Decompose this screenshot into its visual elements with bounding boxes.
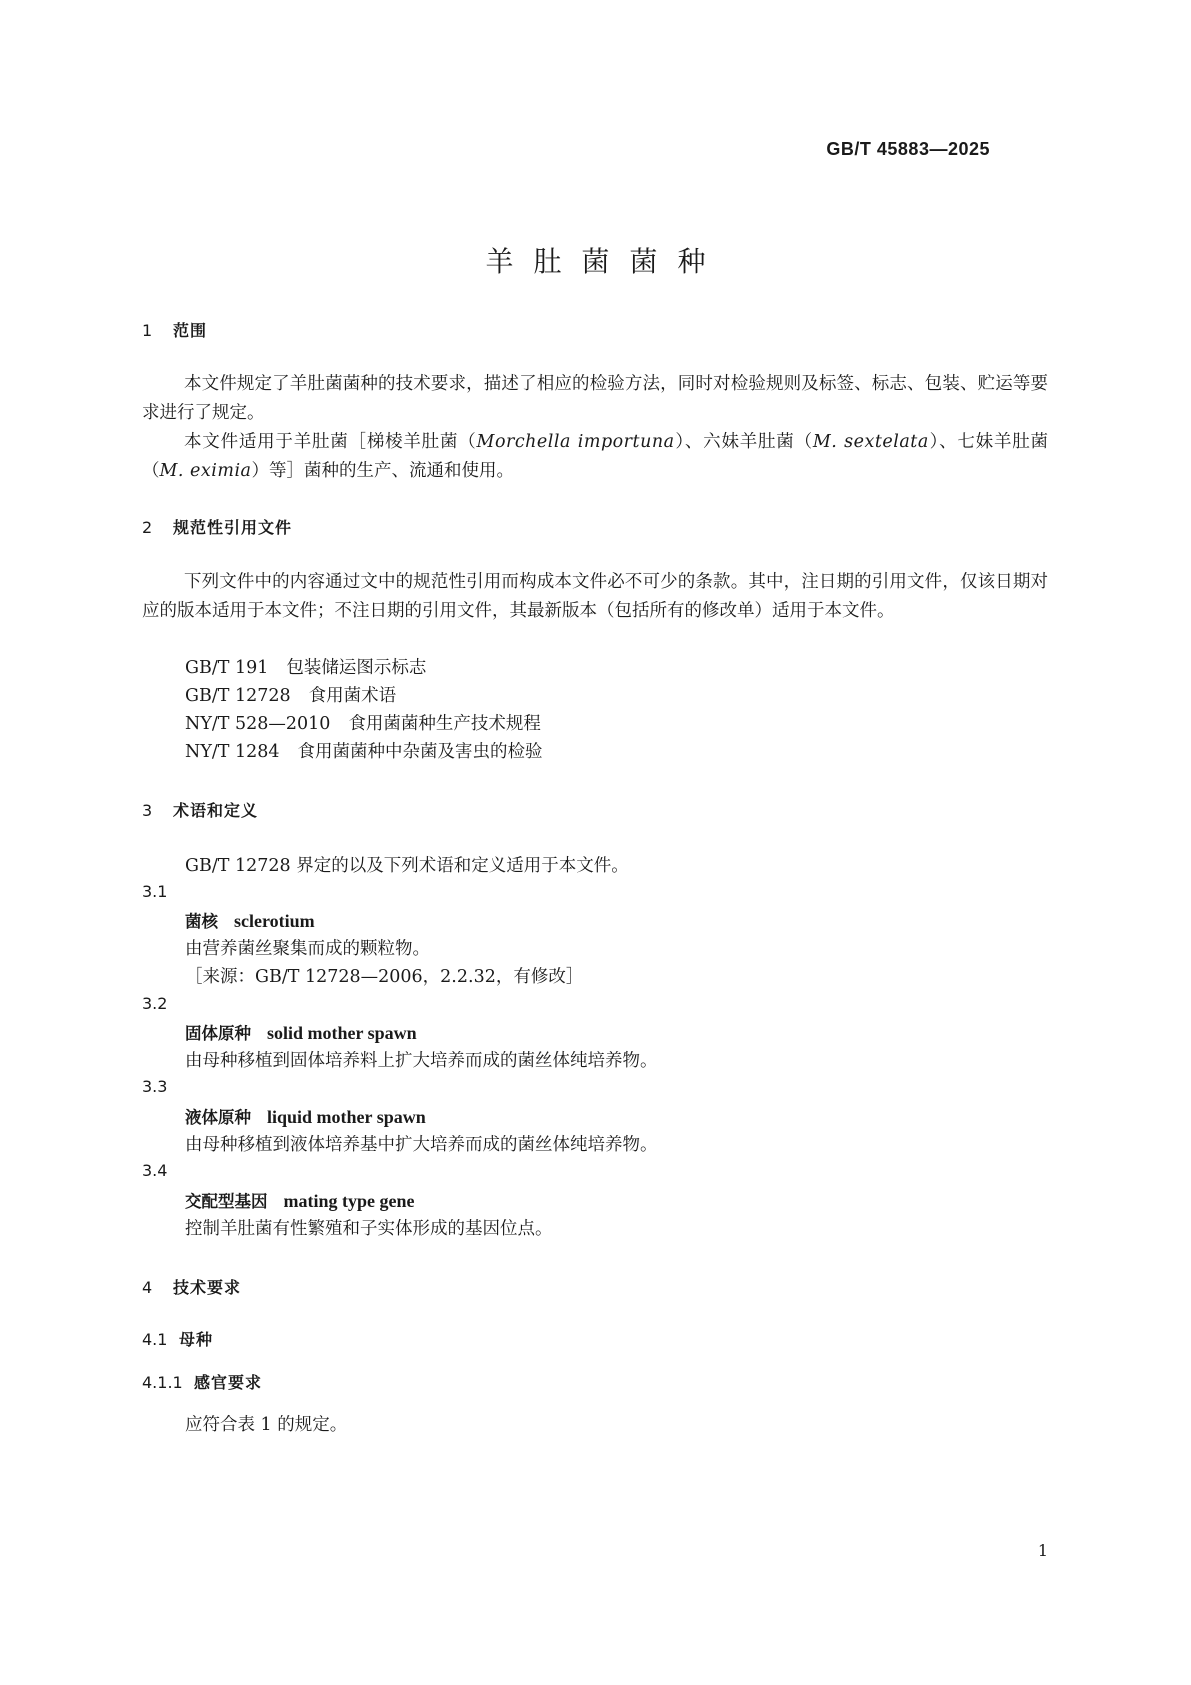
text-span: ）、七妹羊肚菌（: [142, 432, 1049, 481]
term-definition: 由营养菌丝聚集而成的颗粒物。: [185, 939, 430, 959]
reference-item: [185, 738, 543, 763]
section-1-heading: [142, 318, 207, 341]
term-heading: [185, 1020, 417, 1044]
term-heading: [185, 1104, 426, 1128]
reference-code: GB/T 191: [185, 658, 269, 678]
section-4-heading: [142, 1275, 241, 1298]
section-title: 母种: [179, 1330, 214, 1349]
section-title: 术语和定义: [173, 801, 259, 820]
section-number: 3: [142, 801, 153, 820]
reference-title: 包装储运图示标志: [286, 658, 427, 678]
term-zh: 交配型基因: [185, 1192, 268, 1211]
term-definition: 由母种移植到固体培养料上扩大培养而成的菌丝体纯培养物。: [185, 1051, 658, 1071]
term-number: 3.1: [142, 882, 168, 901]
term-en: mating type gene: [283, 1191, 415, 1211]
term-heading: [185, 908, 315, 932]
text-span: ）、六妹羊肚菌（: [674, 432, 813, 452]
reference-item: [185, 710, 541, 735]
section-title: 范围: [173, 321, 208, 340]
reference-code: GB/T 12728: [185, 686, 291, 706]
term-en: solid mother spawn: [267, 1023, 417, 1043]
text-span: 本文件适用于羊肚菌［梯棱羊肚菌（: [184, 432, 477, 452]
reference-item: [185, 654, 426, 679]
term-definition: 控制羊肚菌有性繁殖和子实体形成的基因位点。: [185, 1219, 553, 1239]
sensory-requirement-text: 应符合表 1 的规定。: [185, 1415, 348, 1435]
normative-references-paragraph: 下列文件中的内容通过文中的规范性引用而构成本文件必不可少的条款。其中，注日期的引用文件，仅该日期对应的版本适用于本文件；不注日期的引用文件，其最新版本（包括所有的修改单）适用于本文件。: [142, 572, 1048, 621]
page-number: 1: [1037, 1541, 1048, 1560]
scope-paragraph-1: 本文件规定了羊肚菌菌种的技术要求，描述了相应的检验方法，同时对检验规则及标签、标志、包装、贮运等要求进行了规定。: [142, 374, 1048, 423]
species-name: M. sextelata: [812, 432, 929, 452]
term-number: 3.3: [142, 1077, 168, 1096]
term-source: ［来源：GB/T 12728—2006，2.2.32，有修改］: [185, 967, 584, 987]
section-number: 4.1: [142, 1330, 168, 1349]
reference-code: NY/T 528—2010: [185, 714, 331, 734]
section-number: 4: [142, 1278, 153, 1297]
section-title: 规范性引用文件: [173, 518, 293, 537]
terms-intro: GB/T 12728 界定的以及下列术语和定义适用于本文件。: [185, 856, 629, 876]
section-4-1-heading: [142, 1327, 213, 1350]
term-en: liquid mother spawn: [267, 1107, 426, 1127]
section-2-heading: [142, 515, 292, 538]
section-title: 技术要求: [173, 1278, 242, 1297]
term-zh: 固体原种: [185, 1024, 251, 1043]
document-title: 羊肚菌菌种: [485, 245, 726, 278]
species-name: Morchella importuna: [476, 432, 675, 452]
section-number: 1: [142, 321, 153, 340]
term-definition: 由母种移植到液体培养基中扩大培养而成的菌丝体纯培养物。: [185, 1135, 658, 1155]
reference-title: 食用菌术语: [308, 686, 397, 706]
term-zh: 液体原种: [185, 1108, 251, 1127]
reference-title: 食用菌菌种中杂菌及害虫的检验: [297, 742, 543, 762]
term-heading: [185, 1188, 414, 1212]
term-number: 3.2: [142, 994, 168, 1013]
section-4-1-1-heading: [142, 1370, 262, 1393]
standard-number: GB/T 45883—2025: [826, 139, 990, 159]
scope-paragraph-2: [142, 428, 1048, 486]
reference-code: NY/T 1284: [185, 742, 280, 762]
section-title: 感官要求: [194, 1373, 263, 1392]
species-name: M. eximia: [159, 461, 252, 481]
text-span: ）等］菌种的生产、流通和使用。: [251, 461, 514, 481]
term-zh: 菌核: [185, 912, 218, 931]
section-number: 4.1.1: [142, 1373, 183, 1392]
term-number: 3.4: [142, 1161, 168, 1180]
reference-item: [185, 682, 396, 707]
section-3-heading: [142, 798, 258, 821]
section-number: 2: [142, 518, 153, 537]
term-en: sclerotium: [234, 911, 315, 931]
reference-title: 食用菌菌种生产技术规程: [348, 714, 541, 734]
